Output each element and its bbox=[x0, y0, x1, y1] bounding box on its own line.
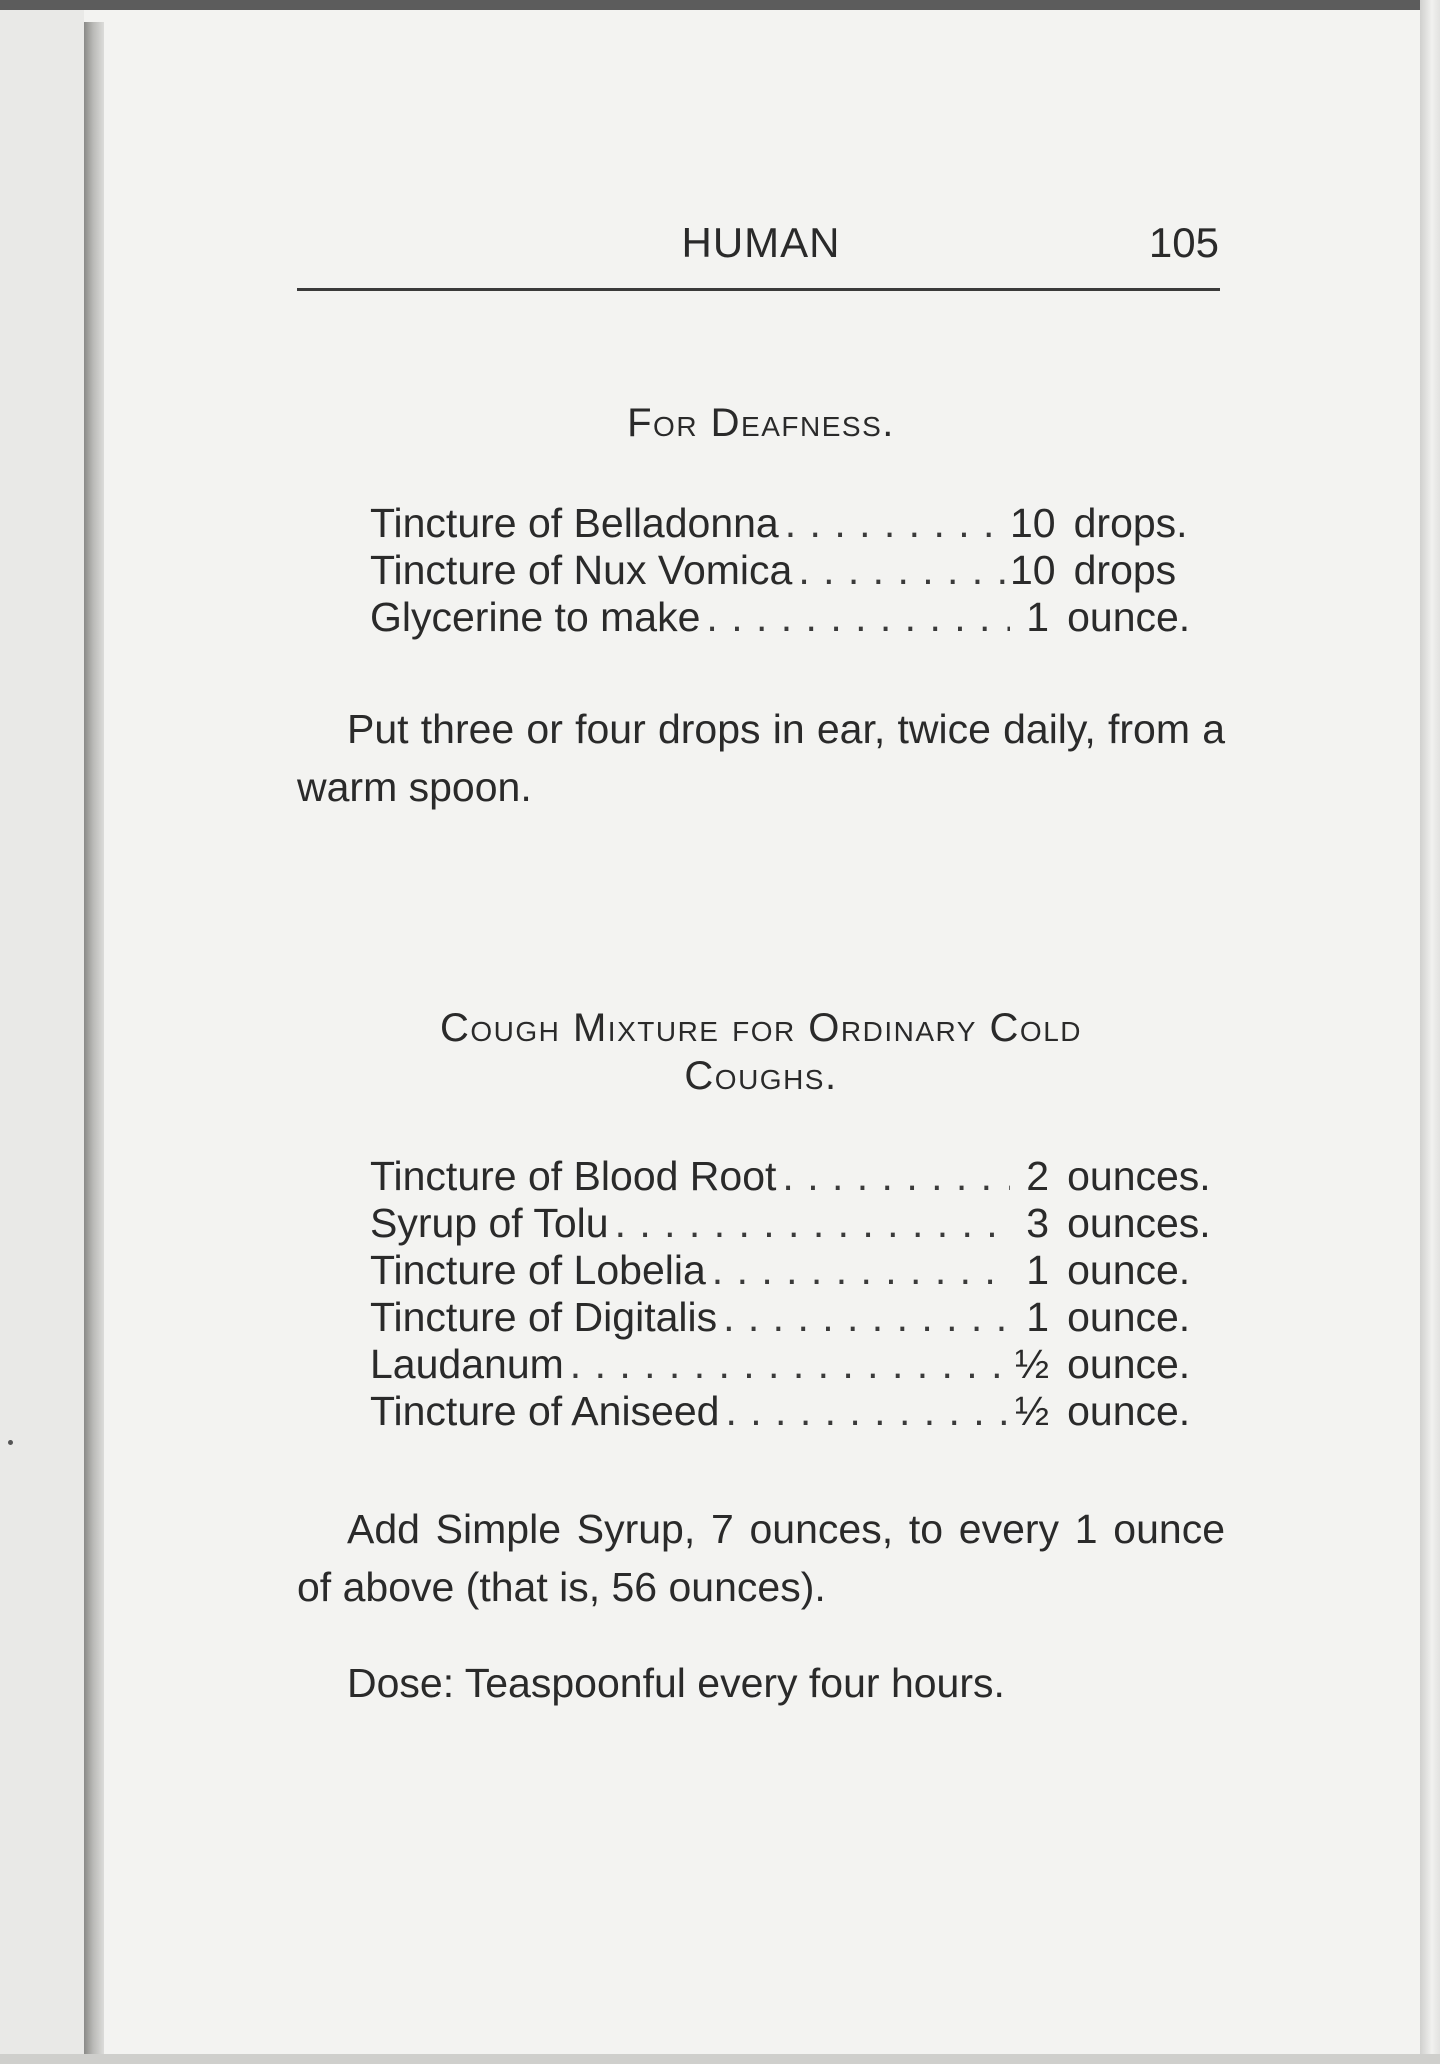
leader-dots bbox=[782, 1153, 1010, 1200]
ingredient-unit: drops bbox=[1073, 547, 1177, 593]
recipe-deafness bbox=[370, 500, 1230, 641]
leader-dots bbox=[712, 1247, 1010, 1294]
ingredient-qty: 1 bbox=[1026, 1247, 1050, 1293]
deafness-directions: Put three or four drops in ear, twice daily, from a warm spoon. bbox=[297, 706, 1225, 810]
recipe-row bbox=[370, 1341, 1230, 1388]
ingredient-name: Tincture of Blood Root bbox=[370, 1153, 777, 1199]
ingredient-name: Tincture of Lobelia bbox=[370, 1247, 706, 1293]
scan-speck bbox=[8, 1440, 13, 1445]
ingredient-qty: 2 bbox=[1026, 1153, 1050, 1199]
recipe-row bbox=[370, 1388, 1230, 1435]
section-title-line-1: Cough Mixture for Ordinary Cold bbox=[439, 1006, 1083, 1050]
leader-dots bbox=[785, 500, 1010, 547]
recipe-row bbox=[370, 500, 1230, 547]
ingredient-name: Tincture of Digitalis bbox=[370, 1294, 718, 1340]
scan-bottom-edge bbox=[0, 2054, 1440, 2064]
ingredient-name: Glycerine to make bbox=[370, 594, 701, 640]
ingredient-unit: ounce. bbox=[1067, 1294, 1191, 1340]
recipe-row bbox=[370, 1200, 1230, 1247]
recipe-row bbox=[370, 1153, 1230, 1200]
leader-dots bbox=[723, 1294, 1010, 1341]
section-title-line-2: Coughs. bbox=[684, 1054, 838, 1098]
page-binding-shadow bbox=[84, 22, 104, 2062]
recipe-row bbox=[370, 594, 1230, 641]
ingredient-name: Tincture of Belladonna bbox=[370, 500, 779, 546]
leader-dots bbox=[798, 547, 1010, 594]
ingredient-qty: ½ bbox=[1014, 1341, 1050, 1387]
ingredient-unit: drops. bbox=[1073, 500, 1188, 546]
ingredient-qty: 1 bbox=[1026, 1294, 1050, 1340]
ingredient-name: Tincture of Aniseed bbox=[370, 1388, 720, 1434]
cough-mixture-dose: Dose: Teaspoonful every four hours. bbox=[347, 1660, 1005, 1706]
ingredient-qty: 10 bbox=[1010, 500, 1056, 546]
page-right-edge bbox=[1420, 0, 1440, 2064]
ingredient-unit: ounce. bbox=[1067, 594, 1191, 640]
running-head-title: HUMAN bbox=[681, 219, 841, 266]
ingredient-qty: 1 bbox=[1026, 594, 1050, 640]
running-head-rule bbox=[297, 288, 1220, 291]
page-number: 105 bbox=[1148, 219, 1219, 266]
recipe-cough-mixture bbox=[370, 1153, 1230, 1435]
running-head bbox=[297, 218, 1225, 278]
recipe-row bbox=[370, 1294, 1230, 1341]
ingredient-unit: ounces. bbox=[1067, 1153, 1211, 1199]
section-title-deafness: For Deafness. bbox=[627, 401, 895, 445]
ingredient-unit: ounces. bbox=[1067, 1200, 1211, 1246]
leader-dots bbox=[725, 1388, 1010, 1435]
leader-dots bbox=[615, 1200, 1010, 1247]
cough-mixture-directions: Add Simple Syrup, 7 ounces, to every 1 ounce of above (that is, 56 ounces). bbox=[297, 1506, 1225, 1610]
ingredient-qty: 3 bbox=[1026, 1200, 1050, 1246]
recipe-row bbox=[370, 1247, 1230, 1294]
leader-dots bbox=[570, 1341, 1010, 1388]
ingredient-unit: ounce. bbox=[1067, 1247, 1191, 1293]
ingredient-unit: ounce. bbox=[1067, 1341, 1191, 1387]
leader-dots bbox=[706, 594, 1010, 641]
ingredient-name: Tincture of Nux Vomica bbox=[370, 547, 793, 593]
ingredient-name: Syrup of Tolu bbox=[370, 1200, 609, 1246]
scan-top-edge bbox=[0, 0, 1440, 10]
section-title-cough-mixture bbox=[297, 1004, 1225, 1100]
ingredient-name: Laudanum bbox=[370, 1341, 564, 1387]
ingredient-qty: 10 bbox=[1010, 547, 1056, 593]
recipe-row bbox=[370, 547, 1230, 594]
ingredient-unit: ounce. bbox=[1067, 1388, 1191, 1434]
ingredient-qty: ½ bbox=[1014, 1388, 1050, 1434]
